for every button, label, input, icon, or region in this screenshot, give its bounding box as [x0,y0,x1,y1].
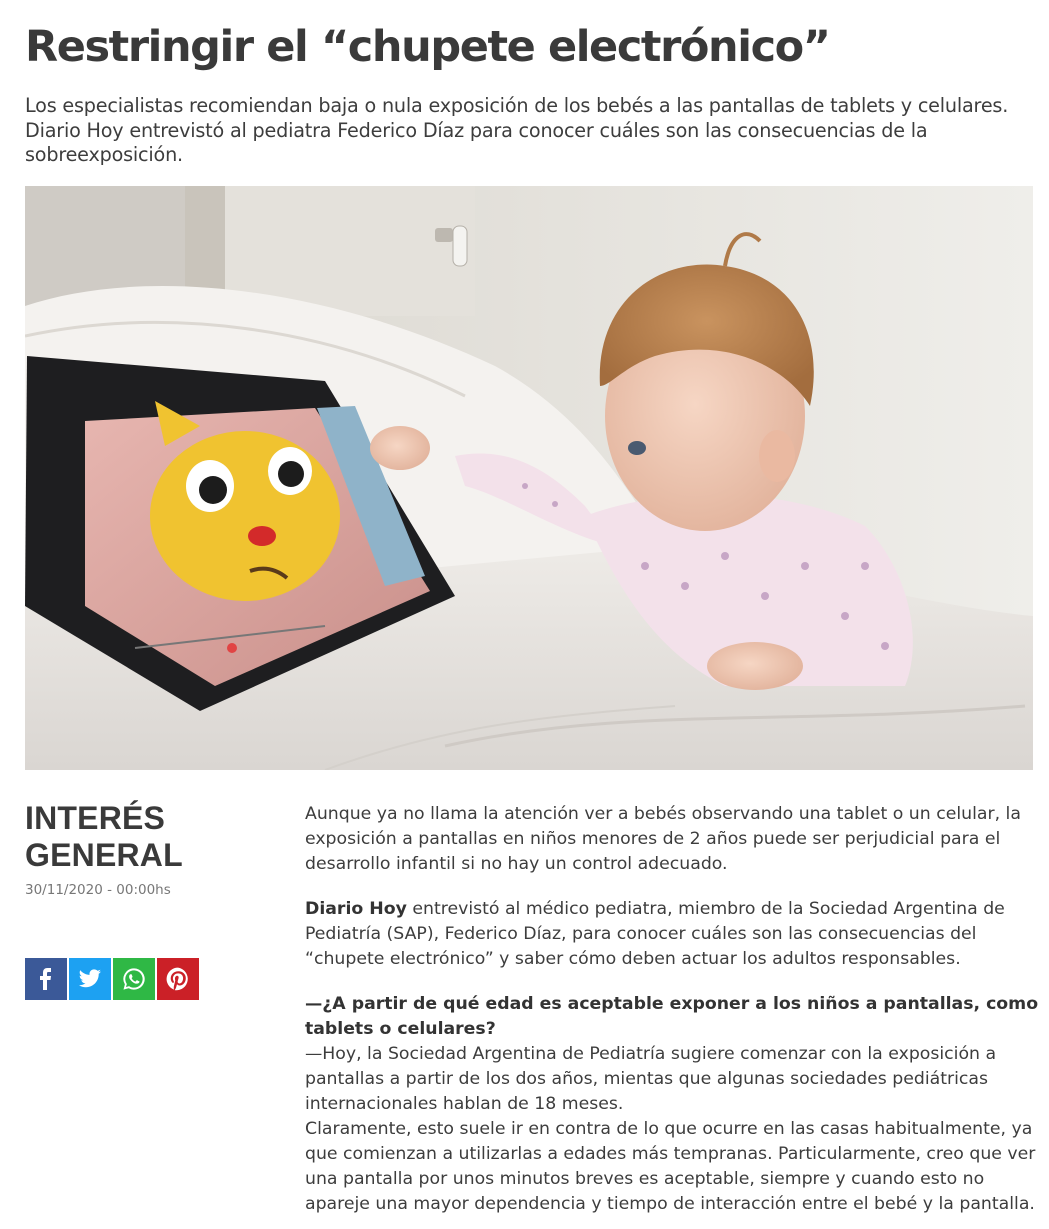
article-meta [25,800,285,898]
article-body [305,802,1040,1217]
paragraph-2 [305,897,1040,972]
interview-question: —¿A partir de qué edad es aceptable exponer a los niños a pantallas, como tablets o celulares? [305,994,1039,1039]
facebook-icon [34,967,58,991]
interview-answer-1: —Hoy, la Sociedad Argentina de Pediatría sugiere comenzar con la exposición a pantallas a partir de los dos años, mientas que algunas sociedades pediátricas internacionales hablan de 18 meses. [305,1044,997,1114]
publish-date: 30/11/2020 - 00:00hs [25,882,171,898]
share-buttons [25,958,199,1000]
article-page [25,0,1039,1214]
interview-answer-2: Claramente, esto suele ir en contra de lo que ocurre en las casas habitualmente, ya que comienzan a utilizarlas a edades más tempranas. Particularmente, creo que ver una pantalla por unos minutos breves es aceptable, siempre y cuando esto no apareje una mayor dependencia y tiempo de interacción entre el bebé y la pantalla. [305,1119,1036,1214]
section-label: INTERÉS GENERAL [25,800,183,873]
paragraph-2-lead: Diario Hoy [305,899,407,919]
share-pinterest-button[interactable] [157,958,199,1000]
twitter-icon [78,967,102,991]
whatsapp-icon [121,966,147,992]
pinterest-icon [165,966,191,992]
hero-photo [25,186,1033,770]
article-summary: Los especialistas recomiendan baja o nula exposición de los bebés a las pantallas de tablets y celulares. Diario Hoy entrevistó al pediatra Federico Díaz para conocer cuáles son las consecuencias de la sobreexposición. [25,94,1009,166]
article-headline: Restringir el “chupete electrónico” [25,22,830,72]
paragraph-1: Aunque ya no llama la atención ver a bebés observando una tablet o un celular, la exposición a pantallas en niños menores de 2 años puede ser perjudicial para el desarrollo infantil si no hay un control adecuado. [305,804,1021,874]
paragraph-2-rest: entrevistó al médico pediatra, miembro de la Sociedad Argentina de Pediatría (SAP), Federico Díaz, para conocer cuáles son las consecuencias del “chupete electrónico” y saber cómo deben actuar los adultos responsables. [305,899,1005,969]
share-whatsapp-button[interactable] [113,958,155,1000]
share-twitter-button[interactable] [69,958,111,1000]
share-facebook-button[interactable] [25,958,67,1000]
